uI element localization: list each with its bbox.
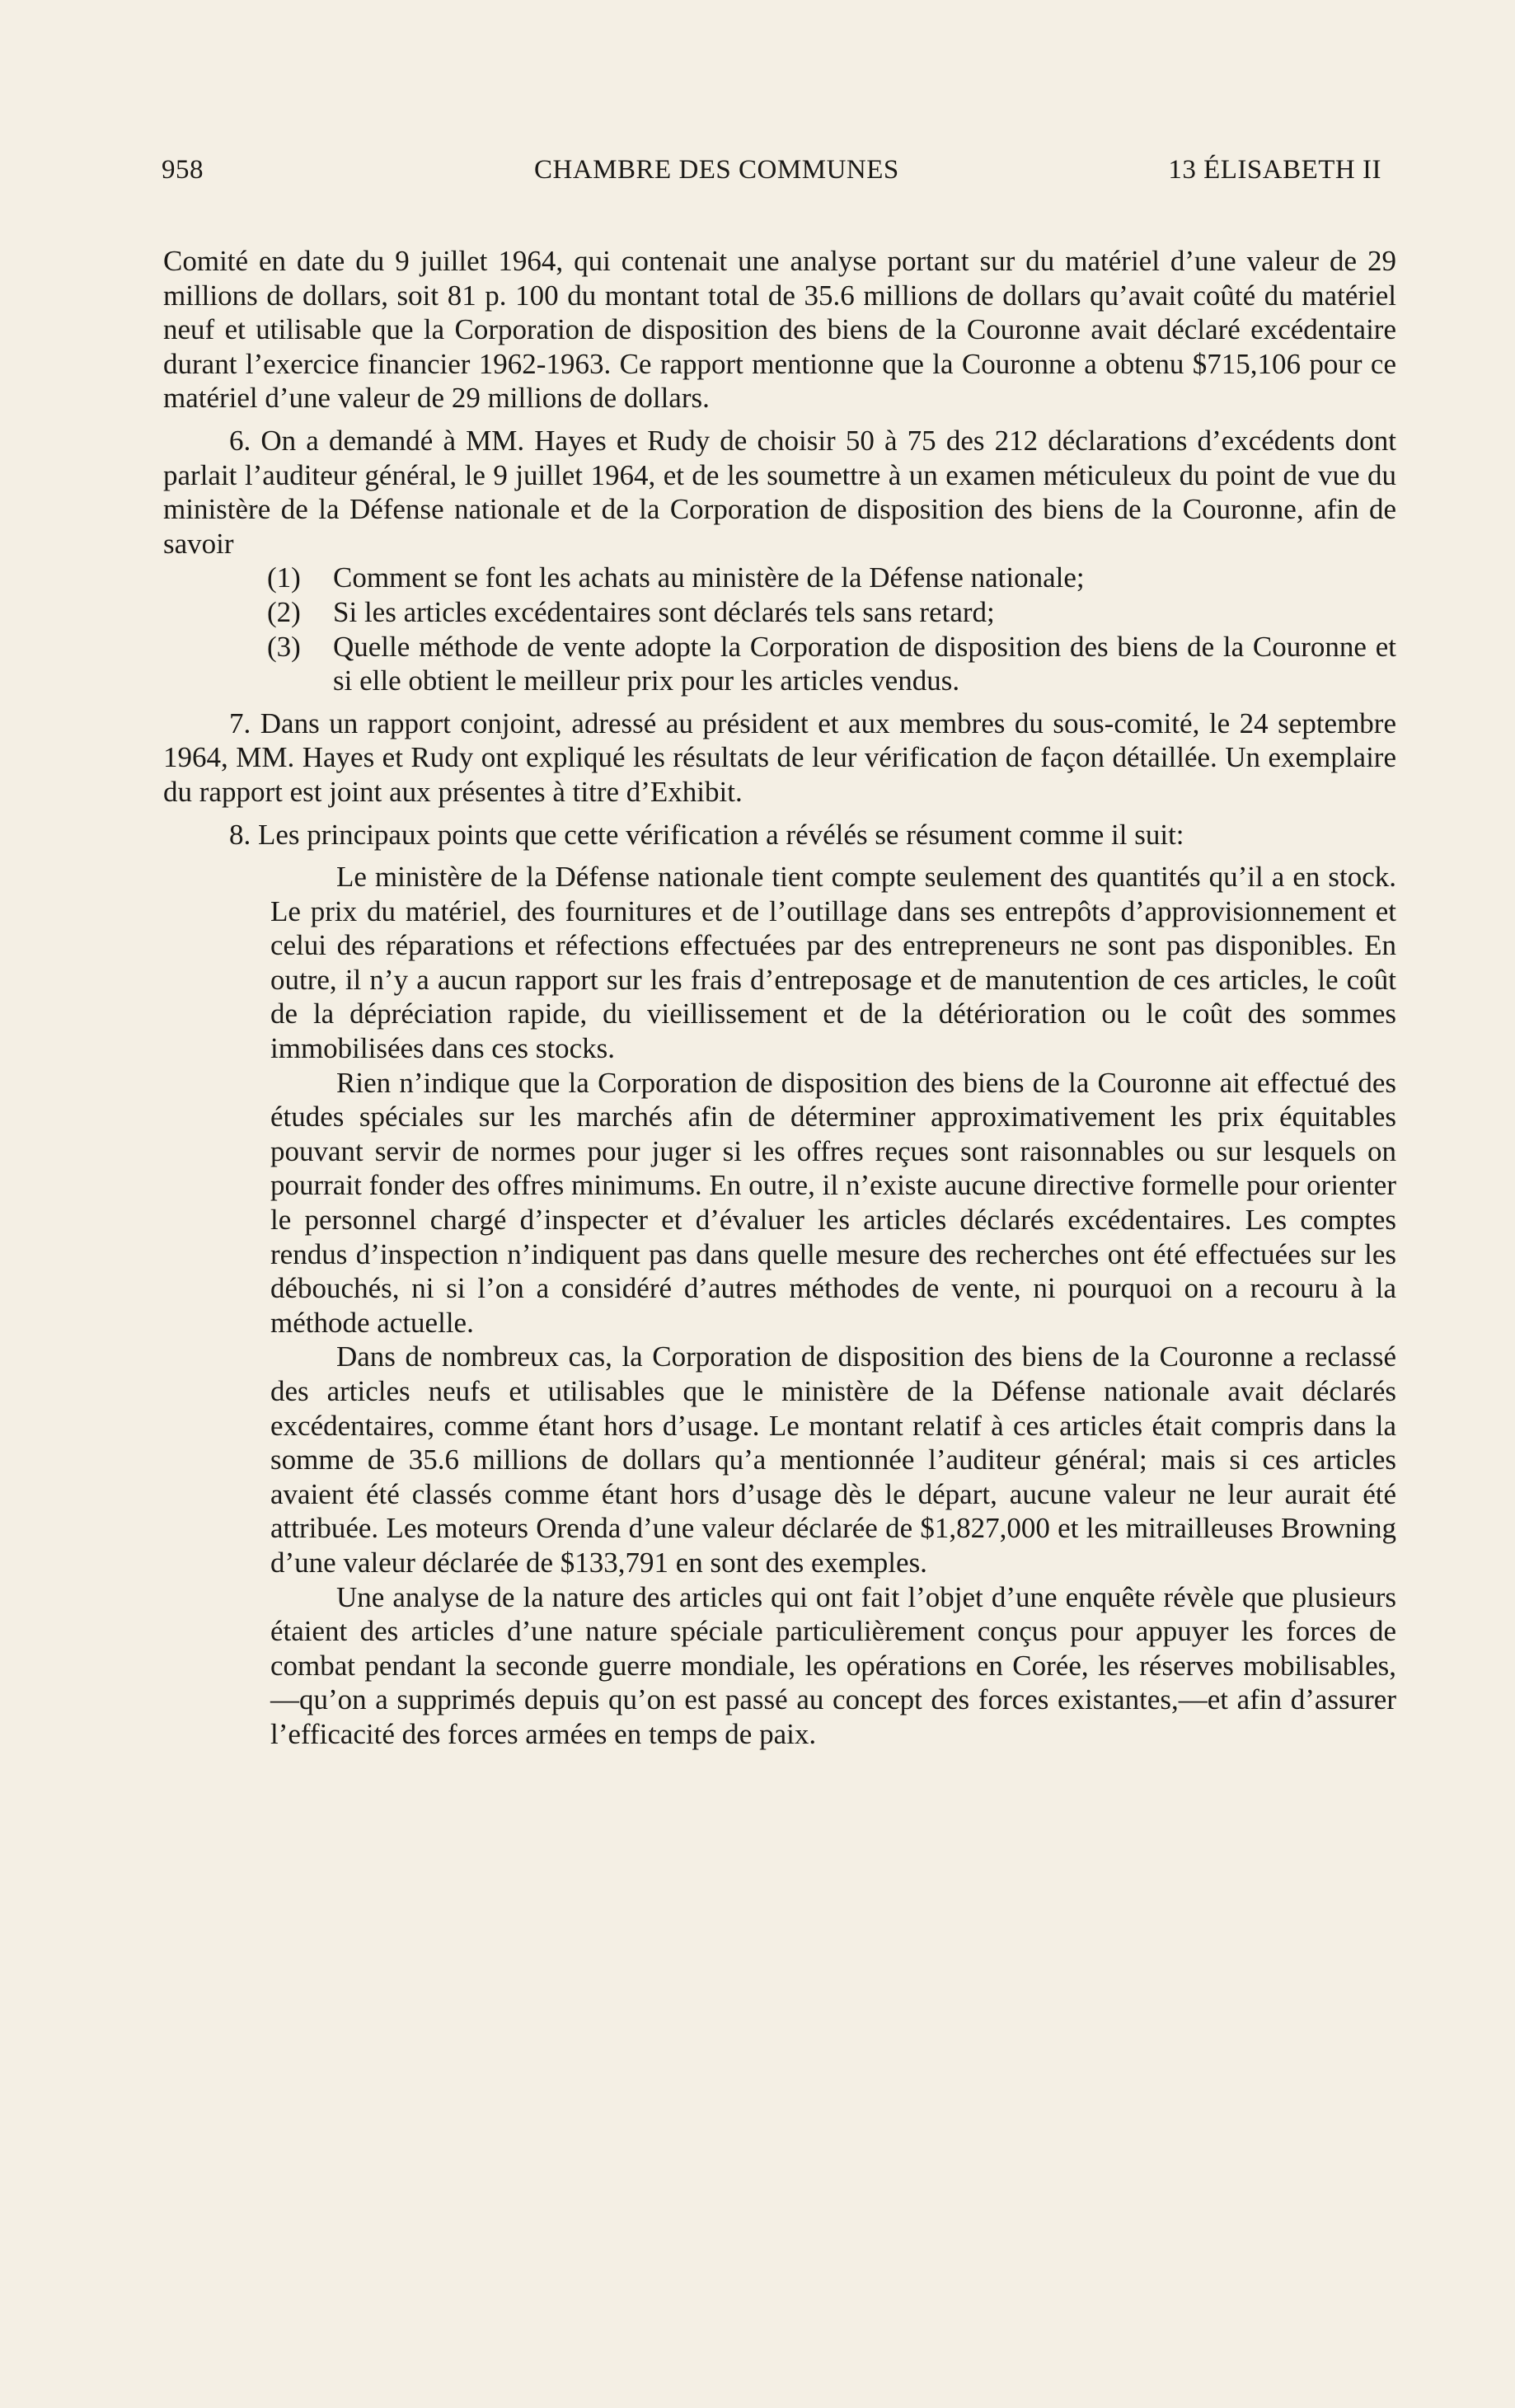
paragraph-7: 7. Dans un rapport conjoint, adressé au président et aux membres du sous-comité, le 24 septembre 1964, MM. Hayes et Rudy ont expliqué les résultats de leur vérification de façon détaillée. Un exemplaire du rapport est joint aux présentes à titre d’Exhibit. <box>163 706 1396 808</box>
list-item-text: Si les articles excédentaires sont déclarés tels sans retard; <box>333 595 995 628</box>
header-title: CHAMBRE DES COMMUNES <box>534 155 899 185</box>
body-text <box>163 244 1396 1752</box>
list-item-number: (3) <box>267 630 301 663</box>
list-item-text: Comment se font les achats au ministère de la Défense nationale; <box>333 561 1085 594</box>
paragraph-8: 8. Les principaux points que cette vérification a révélés se résument comme il suit: <box>229 818 1184 851</box>
page-number: 958 <box>162 155 204 185</box>
list-item <box>163 630 1396 698</box>
paragraph-6: 6. On a demandé à MM. Hayes et Rudy de choisir 50 à 75 des 212 déclarations d’excédents dont parlait l’auditeur général, le 9 juillet 1964, et de les soumettre à un examen méticuleux du point de vue du ministère de la Défense nationale et de la Corporation de disposition des biens de la Couronne, afin de savoir <box>163 424 1396 560</box>
list-item-number: (1) <box>267 561 301 594</box>
list-item-text: Quelle méthode de vente adopte la Corporation de disposition des biens de la Couronne et si elle obtient le meilleur prix pour les articles vendus. <box>333 630 1396 697</box>
question-list <box>163 561 1396 697</box>
finding-paragraph-3: Dans de nombreux cas, la Corporation de disposition des biens de la Couronne a reclassé des articles neufs et utilisables que le ministère de la Défense nationale avait déclarés excédentaires, comme étant hors d’usage. Le montant relatif à ces articles était compris dans la somme de 35.6 millions de dollars qu’a mentionnée l’auditeur général; mais si ces articles avaient été classés comme étant hors d’usage dès le départ, aucune valeur ne leur aurait été attribuée. Les moteurs Orenda d’une valeur déclarée de $1,827,000 et les mitrailleuses Browning d’une valeur déclarée de $133,791 en sont des exemples. <box>270 1340 1396 1579</box>
list-item <box>163 595 1396 630</box>
finding-paragraph-1: Le ministère de la Défense nationale tient compte seulement des quantités qu’il a en stock. Le prix du matériel, des fournitures et de l’outillage dans ses entrepôts d’approvisionnement et celui des réparations et réfections effectuées par des entrepreneurs ne sont pas disponibles. En outre, il n’y a aucun rapport sur les frais d’entreposage et de manutention de ces articles, le coût de la dépréciation rapide, du vieillissement et de la détérioration ou le coût des sommes immobilisées dans ces stocks. <box>270 861 1396 1065</box>
running-header <box>162 155 1381 196</box>
list-item-number: (2) <box>267 595 301 628</box>
finding-paragraph-2: Rien n’indique que la Corporation de disposition des biens de la Couronne ait effectué des études spéciales sur les marchés afin de déterminer approximativement les prix équitables pouvant servir de normes pour juger si les offres reçues sont raisonnables ou sur lesquels on pourrait fonder des offres minimums. En outre, il n’existe aucune directive formelle pour orienter le personnel chargé d’inspecter et d’évaluer les articles déclarés excédentaires. Les comptes rendus d’inspection n’indiquent pas dans quelle mesure des recherches ont été effectuées sur les débouchés, ni si l’on a considéré d’autres méthodes de vente, ni pourquoi on a recouru à la méthode actuelle. <box>270 1066 1396 1339</box>
finding-paragraph-4: Une analyse de la nature des articles qui ont fait l’objet d’une enquête révèle que plusieurs étaient des articles d’une nature spéciale particulièrement conçus pour appuyer les forces de combat pendant la seconde guerre mondiale, les opérations en Corée, les réserves mobilisables,—qu’on a supprimés depuis qu’on est passé au concept des forces existantes,—et afin d’assurer l’efficacité des forces armées en temps de paix. <box>270 1580 1396 1750</box>
header-regnal-year: 13 ÉLISABETH II <box>1168 155 1381 185</box>
list-item <box>163 561 1396 595</box>
paragraph-intro: Comité en date du 9 juillet 1964, qui contenait une analyse portant sur du matériel d’une valeur de 29 millions de dollars, soit 81 p. 100 du montant total de 35.6 millions de dollars qu’avait coûté du matériel neuf et utilisable que la Corporation de disposition des biens de la Couronne avait déclaré excédentaire durant l’exercice financier 1962-1963. Ce rapport mentionne que la Couronne a obtenu $715,106 pour ce matériel d’une valeur de 29 millions de dollars. <box>163 245 1396 415</box>
